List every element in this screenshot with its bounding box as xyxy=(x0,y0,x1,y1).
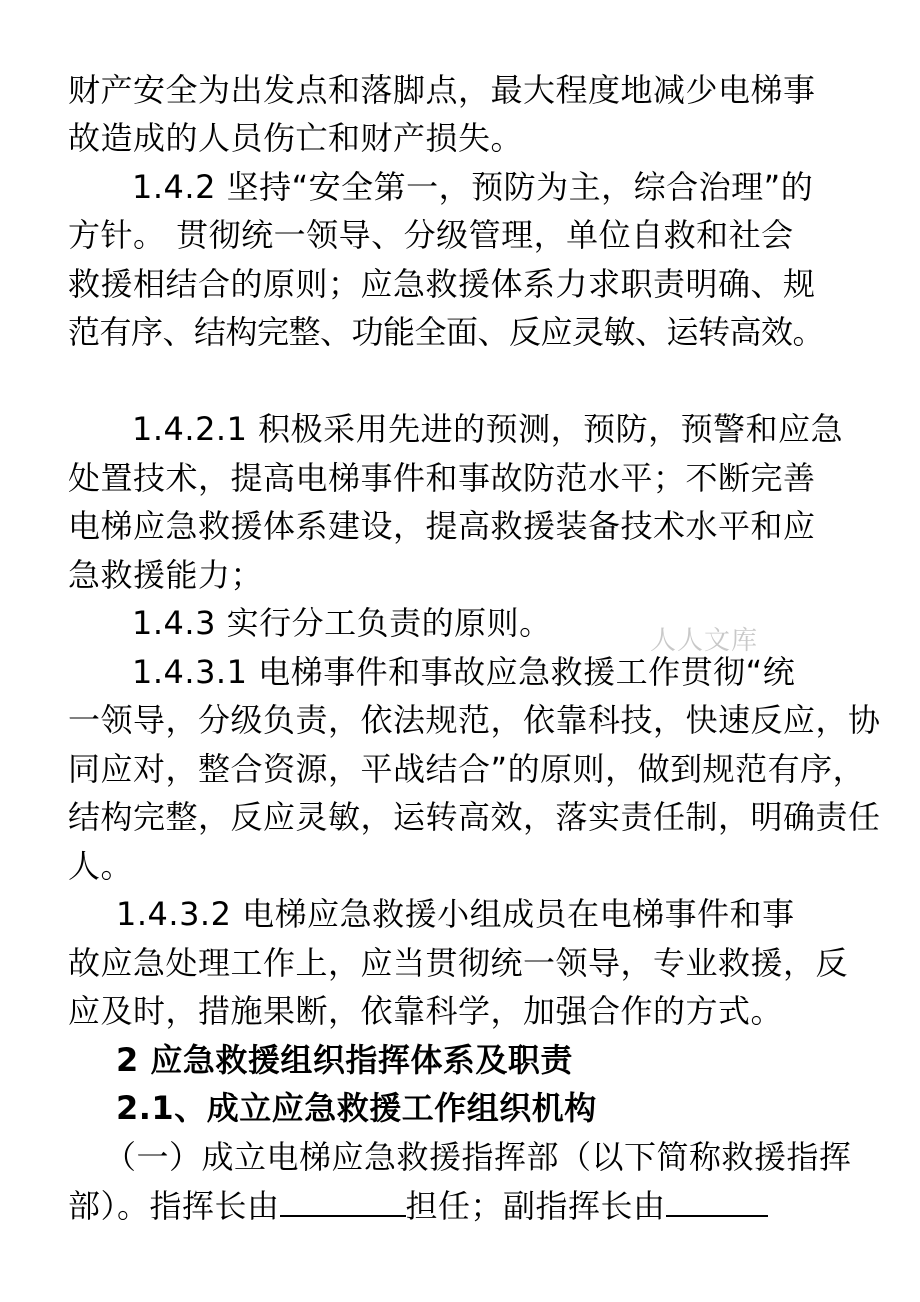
section-1-4-3-2-heading: 1.4.3.2 电梯应急救援小组成员在电梯事件和事 xyxy=(116,895,795,933)
section-1-4-2-heading: 1.4.2 坚持“安全第一，预防为主，综合治理”的 xyxy=(132,168,814,206)
text-line: 结构完整，反应灵敏，运转高效，落实责任制，明确责任 xyxy=(68,798,881,836)
text-line: 急救援能力； xyxy=(68,556,264,594)
text-line: 电梯应急救援体系建设，提高救援装备技术水平和应 xyxy=(68,507,816,545)
text-segment: 部）。指挥长由 xyxy=(68,1187,280,1225)
section-2-1-heading: 2.1、成立应急救援工作组织机构 xyxy=(116,1089,597,1127)
section-2-heading: 2 应急救援组织指挥体系及职责 xyxy=(116,1041,573,1079)
last-line xyxy=(68,1185,768,1226)
text-line: 应及时，措施果断，依靠科学，加强合作的方式。 xyxy=(68,992,784,1030)
section-1-4-3-heading: 1.4.3 实行分工负责的原则。 xyxy=(132,604,552,642)
text-line: 方针。 贯彻统一领导、分级管理，单位自救和社会 xyxy=(68,216,794,254)
text-line: 范有序、结构完整、功能全面、反应灵敏、运转高效。 xyxy=(68,313,825,351)
text-segment: 担任；副指挥长由 xyxy=(405,1187,666,1225)
text-line: 一领导，分级负责，依法规范，依靠科技，快速反应，协 xyxy=(68,701,881,739)
watermark: 人人文库 xyxy=(650,626,759,656)
text-line: 同应对，整合资源，平战结合”的原则，做到规范有序， xyxy=(68,750,866,788)
text-line: 故应急处理工作上，应当贯彻统一领导，专业救援，反 xyxy=(68,944,849,982)
text-line: 救援相结合的原则；应急救援体系力求职责明确、规 xyxy=(68,265,816,303)
text-line: 处置技术，提高电梯事件和事故防范水平；不断完善 xyxy=(68,459,816,497)
text-line: 故造成的人员伤亡和财产损失。 xyxy=(68,119,524,157)
text-line: 人。 xyxy=(68,847,134,885)
fill-in-blank xyxy=(280,1185,406,1217)
section-1-4-2-1-heading: 1.4.2.1 积极采用先进的预测，预防，预警和应急 xyxy=(132,410,844,448)
text-line: （一）成立电梯应急救援指挥部（以下简称救援指挥 xyxy=(104,1138,852,1176)
section-1-4-3-1-heading: 1.4.3.1 电梯事件和事故应急救援工作贯彻“统 xyxy=(132,653,796,691)
text-line: 财产安全为出发点和落脚点，最大程度地减少电梯事 xyxy=(68,71,816,109)
fill-in-blank xyxy=(666,1185,768,1217)
